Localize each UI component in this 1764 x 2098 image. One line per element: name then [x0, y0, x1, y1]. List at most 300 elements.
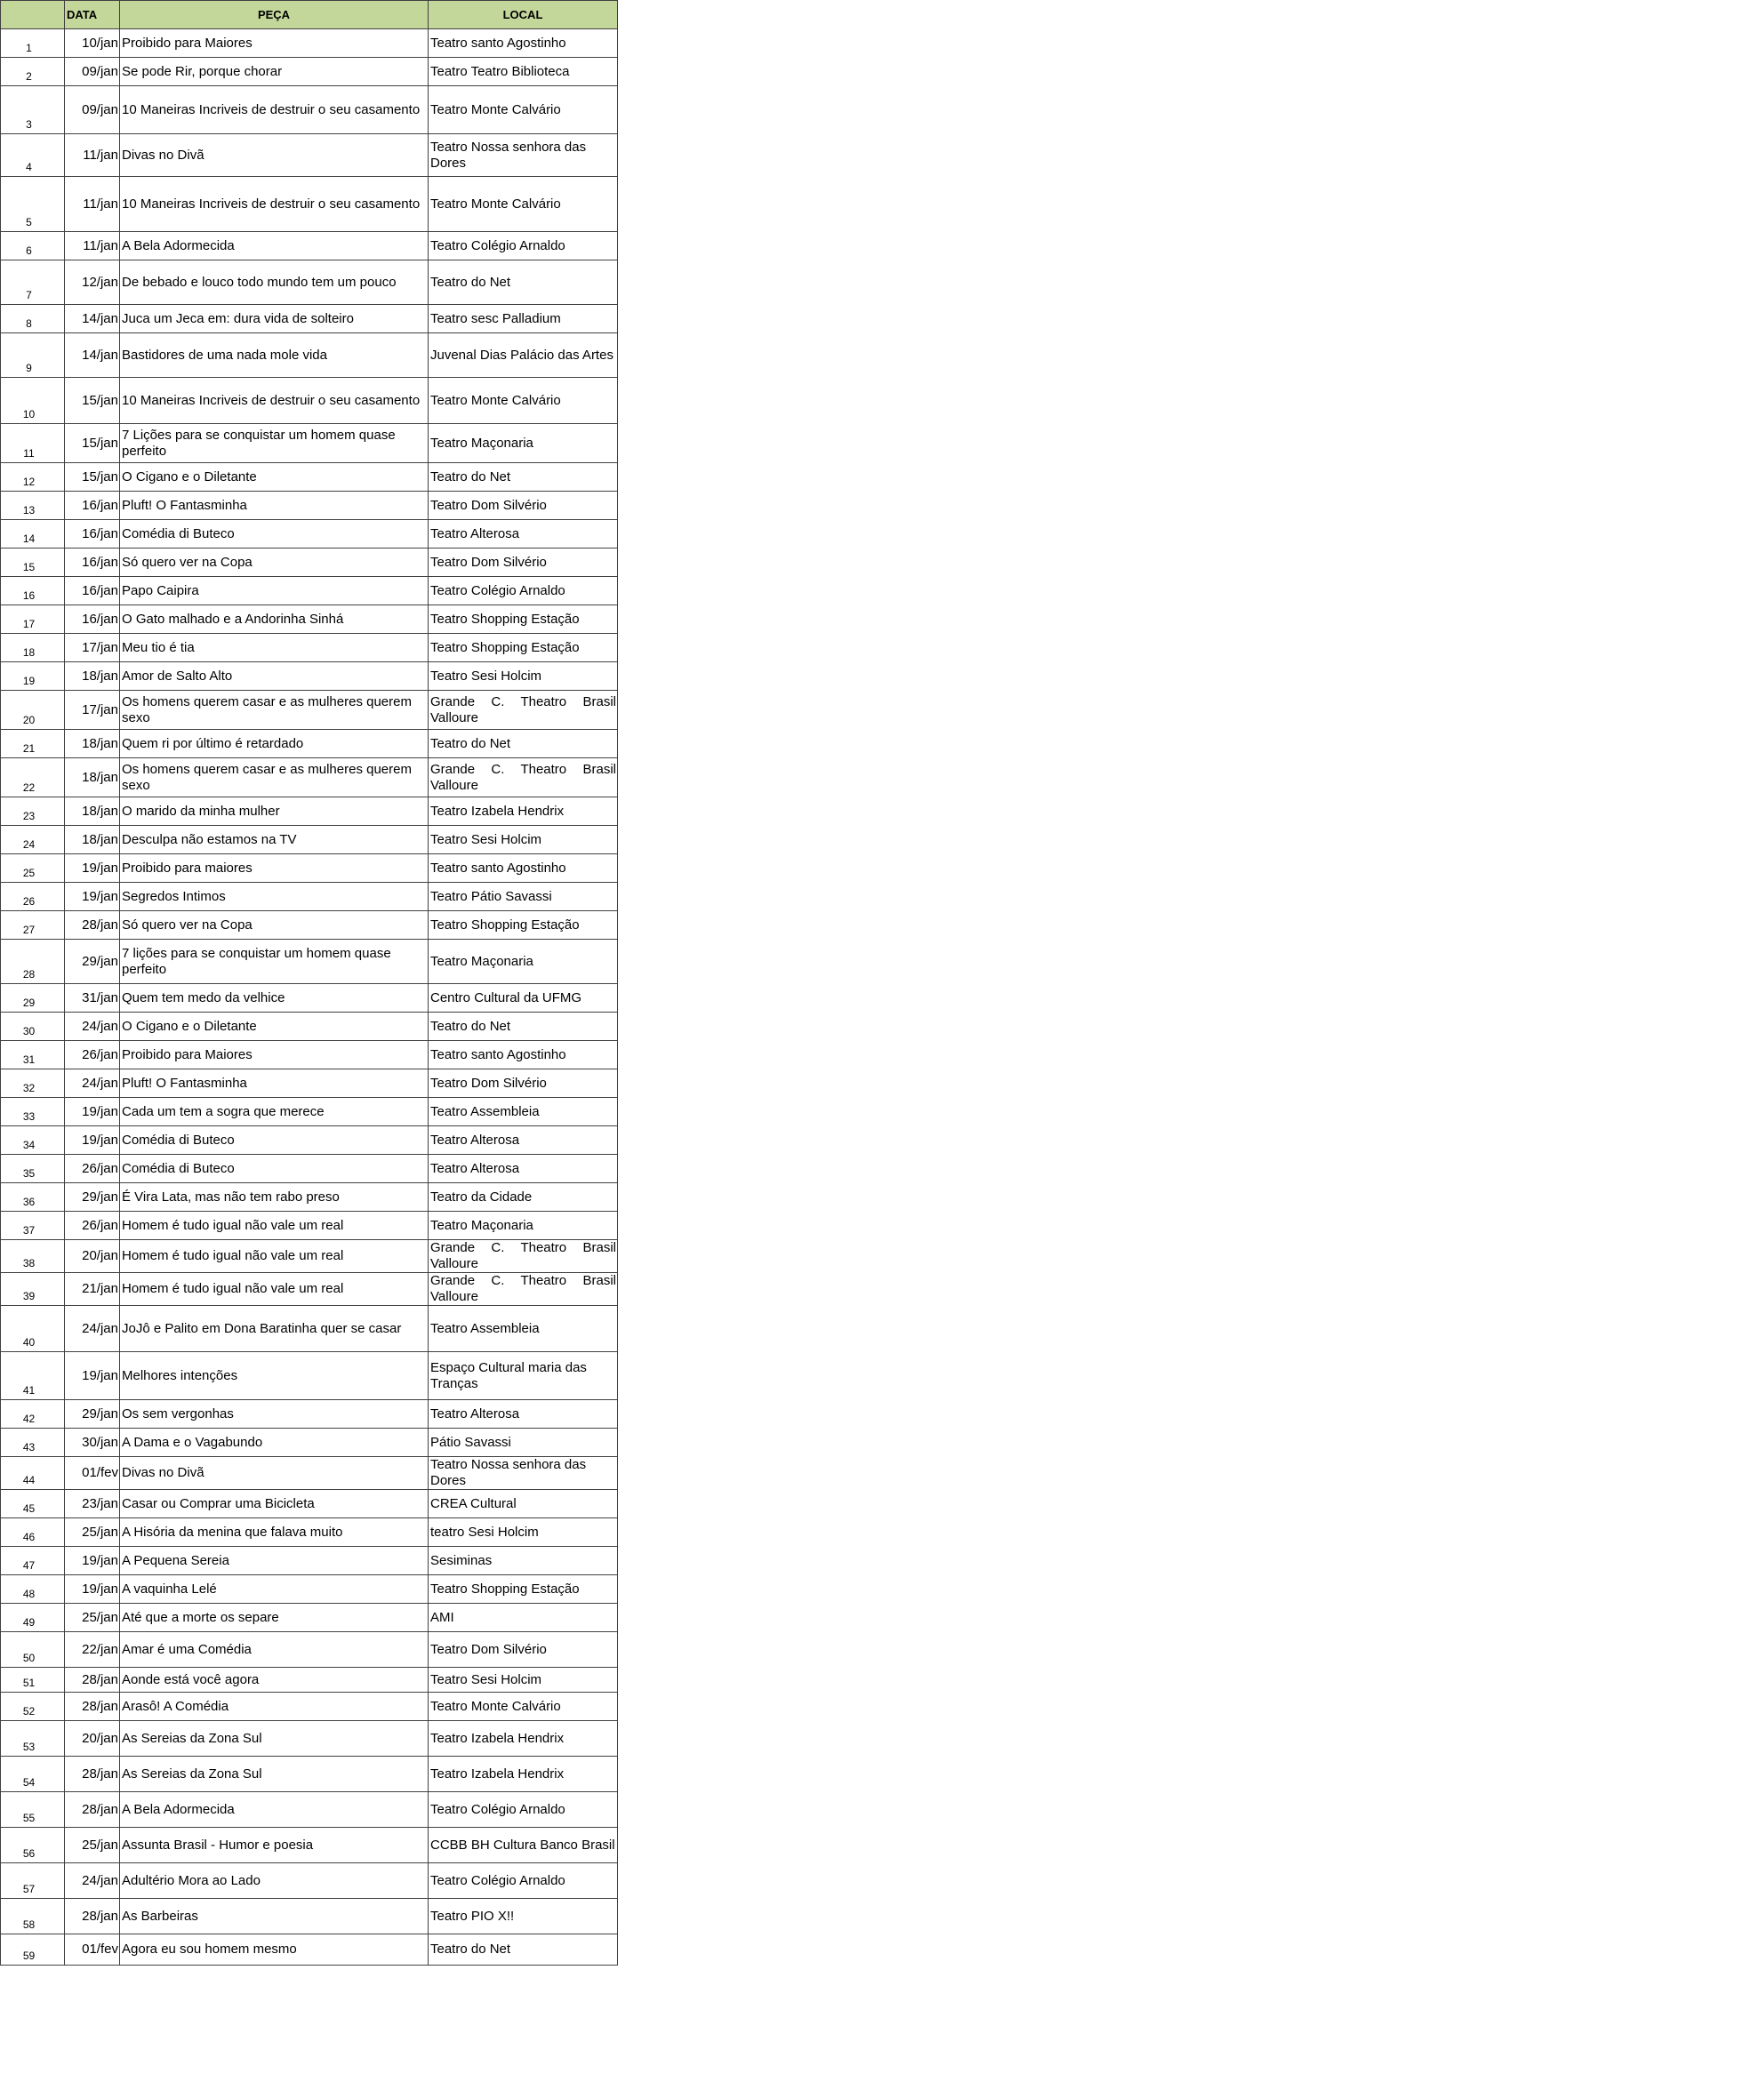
date-cell[interactable]: 28/jan [65, 1668, 120, 1693]
venue-cell[interactable]: Sesiminas [429, 1547, 618, 1575]
row-number-cell[interactable]: 43 [1, 1429, 65, 1457]
row-number-cell[interactable]: 20 [1, 691, 65, 730]
venue-cell[interactable]: Teatro Monte Calvário [429, 1693, 618, 1721]
row-number-cell[interactable]: 34 [1, 1126, 65, 1155]
date-cell[interactable]: 25/jan [65, 1604, 120, 1632]
venue-cell[interactable]: Teatro PIO X!! [429, 1899, 618, 1934]
date-cell[interactable]: 29/jan [65, 1400, 120, 1429]
header-peca[interactable]: PEÇA [120, 1, 429, 29]
row-number-cell[interactable]: 52 [1, 1693, 65, 1721]
play-title-cell[interactable]: A Pequena Sereia [120, 1547, 429, 1575]
venue-cell[interactable]: Grande C. Theatro Brasil Valloure [429, 691, 618, 730]
play-title-cell[interactable]: Comédia di Buteco [120, 1155, 429, 1183]
venue-cell[interactable]: Teatro Colégio Arnaldo [429, 1863, 618, 1899]
play-title-cell[interactable]: Divas no Divã [120, 1457, 429, 1490]
venue-cell[interactable]: Teatro Shopping Estação [429, 634, 618, 662]
table-row [1, 605, 618, 634]
venue-cell[interactable]: Teatro Shopping Estação [429, 1575, 618, 1604]
venue-cell[interactable]: Teatro Alterosa [429, 1400, 618, 1429]
date-cell[interactable]: 30/jan [65, 1429, 120, 1457]
venue-cell[interactable]: Teatro Dom Silvério [429, 549, 618, 577]
row-number-cell[interactable]: 58 [1, 1899, 65, 1934]
header-row-number[interactable] [1, 1, 65, 29]
venue-cell[interactable]: Juvenal Dias Palácio das Artes [429, 333, 618, 378]
row-number-cell[interactable]: 51 [1, 1668, 65, 1693]
table-row [1, 911, 618, 940]
table-row [1, 1273, 618, 1306]
venue-cell[interactable]: CREA Cultural [429, 1490, 618, 1518]
date-cell[interactable]: 16/jan [65, 577, 120, 605]
venue-cell[interactable]: Teatro Assembleia [429, 1098, 618, 1126]
venue-cell[interactable]: AMI [429, 1604, 618, 1632]
date-cell[interactable]: 11/jan [65, 177, 120, 232]
row-number-cell[interactable]: 5 [1, 177, 65, 232]
play-title-cell[interactable]: Homem é tudo igual não vale um real [120, 1240, 429, 1273]
venue-cell[interactable]: Teatro Maçonaria [429, 940, 618, 984]
table-row [1, 940, 618, 984]
venue-cell[interactable]: Grande C. Theatro Brasil Valloure [429, 1273, 618, 1306]
date-cell[interactable]: 17/jan [65, 634, 120, 662]
table-row [1, 1792, 618, 1828]
table-row [1, 1828, 618, 1863]
row-number-cell[interactable]: 29 [1, 984, 65, 1013]
venue-cell[interactable]: Teatro Nossa senhora das Dores [429, 1457, 618, 1490]
row-number-cell[interactable]: 36 [1, 1183, 65, 1212]
venue-cell[interactable]: Teatro Izabela Hendrix [429, 1721, 618, 1757]
date-cell[interactable]: 19/jan [65, 1098, 120, 1126]
row-number-cell[interactable]: 14 [1, 520, 65, 549]
date-cell[interactable]: 18/jan [65, 797, 120, 826]
play-title-cell[interactable]: Pluft! O Fantasminha [120, 1069, 429, 1098]
table-row [1, 1126, 618, 1155]
row-number-cell[interactable]: 30 [1, 1013, 65, 1041]
table-row [1, 1490, 618, 1518]
table-row [1, 333, 618, 378]
table-row [1, 1693, 618, 1721]
row-number-cell[interactable]: 39 [1, 1273, 65, 1306]
date-cell[interactable]: 11/jan [65, 232, 120, 260]
venue-cell[interactable]: Espaço Cultural maria das Tranças [429, 1352, 618, 1400]
row-number-cell[interactable]: 23 [1, 797, 65, 826]
table-row [1, 29, 618, 58]
play-title-cell[interactable]: De bebado e louco todo mundo tem um pouco [120, 260, 429, 305]
table-row [1, 634, 618, 662]
play-title-cell[interactable]: As Sereias da Zona Sul [120, 1757, 429, 1792]
date-cell[interactable]: 28/jan [65, 1792, 120, 1828]
play-title-cell[interactable]: Quem tem medo da velhice [120, 984, 429, 1013]
row-number-cell[interactable]: 11 [1, 424, 65, 463]
play-title-cell[interactable]: A vaquinha Lelé [120, 1575, 429, 1604]
row-number-cell[interactable]: 32 [1, 1069, 65, 1098]
venue-cell[interactable]: Teatro Izabela Hendrix [429, 797, 618, 826]
date-cell[interactable]: 26/jan [65, 1155, 120, 1183]
venue-cell[interactable]: Teatro Monte Calvário [429, 177, 618, 232]
row-number-cell[interactable]: 16 [1, 577, 65, 605]
play-title-cell[interactable]: A Dama e o Vagabundo [120, 1429, 429, 1457]
table-row [1, 424, 618, 463]
row-number-cell[interactable]: 56 [1, 1828, 65, 1863]
header-data[interactable]: DATA [65, 1, 120, 29]
play-title-cell[interactable]: Casar ou Comprar uma Bicicleta [120, 1490, 429, 1518]
venue-cell[interactable]: CCBB BH Cultura Banco Brasil [429, 1828, 618, 1863]
play-title-cell[interactable]: Divas no Divã [120, 134, 429, 177]
play-title-cell[interactable]: O marido da minha mulher [120, 797, 429, 826]
date-cell[interactable]: 25/jan [65, 1828, 120, 1863]
date-cell[interactable]: 26/jan [65, 1041, 120, 1069]
play-title-cell[interactable]: Aonde está você agora [120, 1668, 429, 1693]
play-title-cell[interactable]: Quem ri por último é retardado [120, 730, 429, 758]
play-title-cell[interactable]: Se pode Rir, porque chorar [120, 58, 429, 86]
date-cell[interactable]: 19/jan [65, 1352, 120, 1400]
play-title-cell[interactable]: Os homens querem casar e as mulheres querem sexo [120, 758, 429, 797]
row-number-cell[interactable]: 35 [1, 1155, 65, 1183]
row-number-cell[interactable]: 49 [1, 1604, 65, 1632]
play-title-cell[interactable]: Comédia di Buteco [120, 520, 429, 549]
table-row [1, 1013, 618, 1041]
venue-cell[interactable]: Teatro Colégio Arnaldo [429, 577, 618, 605]
play-title-cell[interactable]: Agora eu sou homem mesmo [120, 1934, 429, 1966]
date-cell[interactable]: 31/jan [65, 984, 120, 1013]
play-title-cell[interactable]: Proibido para maiores [120, 854, 429, 883]
date-cell[interactable]: 24/jan [65, 1306, 120, 1352]
row-number-cell[interactable]: 28 [1, 940, 65, 984]
play-title-cell[interactable]: O Gato malhado e a Andorinha Sinhá [120, 605, 429, 634]
table-row [1, 520, 618, 549]
date-cell[interactable]: 29/jan [65, 1183, 120, 1212]
row-number-cell[interactable]: 6 [1, 232, 65, 260]
play-title-cell[interactable]: Meu tio é tia [120, 634, 429, 662]
table-row [1, 826, 618, 854]
row-number-cell[interactable]: 44 [1, 1457, 65, 1490]
table-row [1, 177, 618, 232]
date-cell[interactable]: 15/jan [65, 463, 120, 492]
date-cell[interactable]: 09/jan [65, 86, 120, 134]
row-number-cell[interactable]: 46 [1, 1518, 65, 1547]
play-title-cell[interactable]: Os sem vergonhas [120, 1400, 429, 1429]
table-row [1, 1547, 618, 1575]
date-cell[interactable]: 24/jan [65, 1013, 120, 1041]
play-title-cell[interactable]: A Hisória da menina que falava muito [120, 1518, 429, 1547]
venue-cell[interactable]: Teatro do Net [429, 260, 618, 305]
venue-cell[interactable]: Teatro Colégio Arnaldo [429, 232, 618, 260]
table-row [1, 797, 618, 826]
row-number-cell[interactable]: 41 [1, 1352, 65, 1400]
table-row [1, 883, 618, 911]
venue-cell[interactable]: Teatro Alterosa [429, 1126, 618, 1155]
venue-cell[interactable]: Grande C. Theatro Brasil Valloure [429, 758, 618, 797]
table-row [1, 577, 618, 605]
play-title-cell[interactable]: Melhores intenções [120, 1352, 429, 1400]
table-row [1, 1757, 618, 1792]
play-title-cell[interactable]: Segredos Intimos [120, 883, 429, 911]
date-cell[interactable]: 16/jan [65, 605, 120, 634]
venue-cell[interactable]: Teatro Maçonaria [429, 424, 618, 463]
play-title-cell[interactable]: Juca um Jeca em: dura vida de solteiro [120, 305, 429, 333]
table-row [1, 984, 618, 1013]
play-title-cell[interactable]: A Bela Adormecida [120, 232, 429, 260]
play-title-cell[interactable]: 7 Lições para se conquistar um homem quase perfeito [120, 424, 429, 463]
row-number-cell[interactable]: 1 [1, 29, 65, 58]
play-title-cell[interactable]: As Barbeiras [120, 1899, 429, 1934]
row-number-cell[interactable]: 26 [1, 883, 65, 911]
row-number-cell[interactable]: 18 [1, 634, 65, 662]
venue-cell[interactable]: Teatro Assembleia [429, 1306, 618, 1352]
table-row [1, 86, 618, 134]
header-row [1, 1, 618, 29]
play-title-cell[interactable]: Amor de Salto Alto [120, 662, 429, 691]
play-title-cell[interactable]: JoJô e Palito em Dona Baratinha quer se casar [120, 1306, 429, 1352]
table-row [1, 1400, 618, 1429]
date-cell[interactable]: 29/jan [65, 940, 120, 984]
table-row [1, 1069, 618, 1098]
venue-cell[interactable]: Teatro Colégio Arnaldo [429, 1792, 618, 1828]
table-row [1, 134, 618, 177]
row-number-cell[interactable]: 2 [1, 58, 65, 86]
play-title-cell[interactable]: Arasô! A Comédia [120, 1693, 429, 1721]
venue-cell[interactable]: Teatro Dom Silvério [429, 492, 618, 520]
venue-cell[interactable]: Teatro santo Agostinho [429, 29, 618, 58]
date-cell[interactable]: 20/jan [65, 1240, 120, 1273]
date-cell[interactable]: 19/jan [65, 854, 120, 883]
table-row [1, 58, 618, 86]
table-row [1, 1863, 618, 1899]
row-number-cell[interactable]: 7 [1, 260, 65, 305]
table-row [1, 378, 618, 424]
table-row [1, 758, 618, 797]
row-number-cell[interactable]: 17 [1, 605, 65, 634]
venue-cell[interactable]: Teatro Alterosa [429, 520, 618, 549]
play-title-cell[interactable]: O Cigano e o Diletante [120, 463, 429, 492]
date-cell[interactable]: 16/jan [65, 492, 120, 520]
row-number-cell[interactable]: 19 [1, 662, 65, 691]
date-cell[interactable]: 18/jan [65, 758, 120, 797]
play-title-cell[interactable]: 10 Maneiras Incriveis de destruir o seu casamento [120, 378, 429, 424]
table-row [1, 549, 618, 577]
header-local[interactable]: LOCAL [429, 1, 618, 29]
date-cell[interactable]: 15/jan [65, 378, 120, 424]
date-cell[interactable]: 28/jan [65, 1899, 120, 1934]
venue-cell[interactable]: Teatro santo Agostinho [429, 1041, 618, 1069]
venue-cell[interactable]: Teatro Monte Calvário [429, 86, 618, 134]
play-title-cell[interactable]: Assunta Brasil - Humor e poesia [120, 1828, 429, 1863]
table-row [1, 1899, 618, 1934]
row-number-cell[interactable]: 4 [1, 134, 65, 177]
date-cell[interactable]: 28/jan [65, 911, 120, 940]
table-row [1, 1183, 618, 1212]
date-cell[interactable]: 01/fev [65, 1457, 120, 1490]
venue-cell[interactable]: Teatro Monte Calvário [429, 378, 618, 424]
row-number-cell[interactable]: 25 [1, 854, 65, 883]
table-row [1, 730, 618, 758]
play-title-cell[interactable]: Proibido para Maiores [120, 29, 429, 58]
play-title-cell[interactable]: 7 lições para se conquistar um homem quase perfeito [120, 940, 429, 984]
date-cell[interactable]: 23/jan [65, 1490, 120, 1518]
table-row [1, 1155, 618, 1183]
venue-cell[interactable]: Teatro do Net [429, 1013, 618, 1041]
date-cell[interactable]: 14/jan [65, 333, 120, 378]
venue-cell[interactable]: Teatro Sesi Holcim [429, 826, 618, 854]
date-cell[interactable]: 16/jan [65, 520, 120, 549]
table-row [1, 1604, 618, 1632]
spreadsheet-table [0, 0, 618, 1966]
play-title-cell[interactable]: A Bela Adormecida [120, 1792, 429, 1828]
date-cell[interactable]: 09/jan [65, 58, 120, 86]
table-row [1, 1240, 618, 1273]
date-cell[interactable]: 19/jan [65, 883, 120, 911]
table-row [1, 1212, 618, 1240]
row-number-cell[interactable]: 47 [1, 1547, 65, 1575]
date-cell[interactable]: 26/jan [65, 1212, 120, 1240]
table-row [1, 691, 618, 730]
row-number-cell[interactable]: 9 [1, 333, 65, 378]
row-number-cell[interactable]: 12 [1, 463, 65, 492]
venue-cell[interactable]: Teatro Dom Silvério [429, 1069, 618, 1098]
venue-cell[interactable]: Teatro Alterosa [429, 1155, 618, 1183]
row-number-cell[interactable]: 8 [1, 305, 65, 333]
row-number-cell[interactable]: 33 [1, 1098, 65, 1126]
row-number-cell[interactable]: 38 [1, 1240, 65, 1273]
date-cell[interactable]: 18/jan [65, 826, 120, 854]
play-title-cell[interactable]: 10 Maneiras Incriveis de destruir o seu casamento [120, 177, 429, 232]
play-title-cell[interactable]: Homem é tudo igual não vale um real [120, 1212, 429, 1240]
date-cell[interactable]: 14/jan [65, 305, 120, 333]
date-cell[interactable]: 28/jan [65, 1757, 120, 1792]
table-row [1, 854, 618, 883]
play-title-cell[interactable]: Só quero ver na Copa [120, 549, 429, 577]
play-title-cell[interactable]: Bastidores de uma nada mole vida [120, 333, 429, 378]
play-title-cell[interactable]: Os homens querem casar e as mulheres querem sexo [120, 691, 429, 730]
table-row [1, 305, 618, 333]
venue-cell[interactable]: Grande C. Theatro Brasil Valloure [429, 1240, 618, 1273]
row-number-cell[interactable]: 15 [1, 549, 65, 577]
date-cell[interactable]: 16/jan [65, 549, 120, 577]
play-title-cell[interactable]: As Sereias da Zona Sul [120, 1721, 429, 1757]
date-cell[interactable]: 25/jan [65, 1518, 120, 1547]
table-row [1, 1934, 618, 1966]
play-title-cell[interactable]: 10 Maneiras Incriveis de destruir o seu casamento [120, 86, 429, 134]
date-cell[interactable]: 20/jan [65, 1721, 120, 1757]
table-row [1, 260, 618, 305]
venue-cell[interactable]: Teatro sesc Palladium [429, 305, 618, 333]
venue-cell[interactable]: Teatro do Net [429, 1934, 618, 1966]
row-number-cell[interactable]: 57 [1, 1863, 65, 1899]
venue-cell[interactable]: Teatro Shopping Estação [429, 605, 618, 634]
venue-cell[interactable]: Teatro Sesi Holcim [429, 662, 618, 691]
table-row [1, 1518, 618, 1547]
row-number-cell[interactable]: 55 [1, 1792, 65, 1828]
play-title-cell[interactable]: Cada um tem a sogra que merece [120, 1098, 429, 1126]
row-number-cell[interactable]: 40 [1, 1306, 65, 1352]
row-number-cell[interactable]: 27 [1, 911, 65, 940]
venue-cell[interactable]: Teatro Maçonaria [429, 1212, 618, 1240]
date-cell[interactable]: 15/jan [65, 424, 120, 463]
row-number-cell[interactable]: 21 [1, 730, 65, 758]
venue-cell[interactable]: Teatro Dom Silvério [429, 1632, 618, 1668]
date-cell[interactable]: 17/jan [65, 691, 120, 730]
play-title-cell[interactable]: Proibido para Maiores [120, 1041, 429, 1069]
date-cell[interactable]: 21/jan [65, 1273, 120, 1306]
play-title-cell[interactable]: O Cigano e o Diletante [120, 1013, 429, 1041]
row-number-cell[interactable]: 53 [1, 1721, 65, 1757]
table-row [1, 1306, 618, 1352]
date-cell[interactable]: 24/jan [65, 1863, 120, 1899]
play-title-cell[interactable]: Amar é uma Comédia [120, 1632, 429, 1668]
table-row [1, 1041, 618, 1069]
row-number-cell[interactable]: 48 [1, 1575, 65, 1604]
play-title-cell[interactable]: Adultério Mora ao Lado [120, 1863, 429, 1899]
table-row [1, 1352, 618, 1400]
row-number-cell[interactable]: 22 [1, 758, 65, 797]
venue-cell[interactable]: Teatro santo Agostinho [429, 854, 618, 883]
play-title-cell[interactable]: Pluft! O Fantasminha [120, 492, 429, 520]
table-row [1, 463, 618, 492]
play-title-cell[interactable]: Papo Caipira [120, 577, 429, 605]
venue-cell[interactable]: Teatro Nossa senhora das Dores [429, 134, 618, 177]
play-title-cell[interactable]: Desculpa não estamos na TV [120, 826, 429, 854]
row-number-cell[interactable]: 24 [1, 826, 65, 854]
venue-cell[interactable]: Teatro da Cidade [429, 1183, 618, 1212]
play-title-cell[interactable]: Comédia di Buteco [120, 1126, 429, 1155]
venue-cell[interactable]: Teatro Teatro Biblioteca [429, 58, 618, 86]
date-cell[interactable]: 22/jan [65, 1632, 120, 1668]
date-cell[interactable]: 12/jan [65, 260, 120, 305]
play-title-cell[interactable]: É Vira Lata, mas não tem rabo preso [120, 1183, 429, 1212]
table-row [1, 662, 618, 691]
table-row [1, 1457, 618, 1490]
row-number-cell[interactable]: 42 [1, 1400, 65, 1429]
row-number-cell[interactable]: 3 [1, 86, 65, 134]
row-number-cell[interactable]: 59 [1, 1934, 65, 1966]
date-cell[interactable]: 18/jan [65, 730, 120, 758]
date-cell[interactable]: 18/jan [65, 662, 120, 691]
row-number-cell[interactable]: 54 [1, 1757, 65, 1792]
row-number-cell[interactable]: 45 [1, 1490, 65, 1518]
date-cell[interactable]: 19/jan [65, 1575, 120, 1604]
row-number-cell[interactable]: 31 [1, 1041, 65, 1069]
table-row [1, 1721, 618, 1757]
venue-cell[interactable]: Teatro Sesi Holcim [429, 1668, 618, 1693]
venue-cell[interactable]: Pátio Savassi [429, 1429, 618, 1457]
venue-cell[interactable]: Teatro do Net [429, 730, 618, 758]
play-title-cell[interactable]: Até que a morte os separe [120, 1604, 429, 1632]
row-number-cell[interactable]: 10 [1, 378, 65, 424]
venue-cell[interactable]: Teatro Pátio Savassi [429, 883, 618, 911]
date-cell[interactable]: 11/jan [65, 134, 120, 177]
table-row [1, 1098, 618, 1126]
venue-cell[interactable]: teatro Sesi Holcim [429, 1518, 618, 1547]
date-cell[interactable]: 19/jan [65, 1126, 120, 1155]
table-row [1, 1429, 618, 1457]
venue-cell[interactable]: Teatro do Net [429, 463, 618, 492]
row-number-cell[interactable]: 50 [1, 1632, 65, 1668]
venue-cell[interactable]: Centro Cultural da UFMG [429, 984, 618, 1013]
row-number-cell[interactable]: 37 [1, 1212, 65, 1240]
date-cell[interactable]: 19/jan [65, 1547, 120, 1575]
table-row [1, 232, 618, 260]
table-row [1, 1632, 618, 1668]
date-cell[interactable]: 24/jan [65, 1069, 120, 1098]
date-cell[interactable]: 01/fev [65, 1934, 120, 1966]
date-cell[interactable]: 28/jan [65, 1693, 120, 1721]
venue-cell[interactable]: Teatro Shopping Estação [429, 911, 618, 940]
row-number-cell[interactable]: 13 [1, 492, 65, 520]
venue-cell[interactable]: Teatro Izabela Hendrix [429, 1757, 618, 1792]
table-row [1, 492, 618, 520]
play-title-cell[interactable]: Só quero ver na Copa [120, 911, 429, 940]
table-row [1, 1575, 618, 1604]
date-cell[interactable]: 10/jan [65, 29, 120, 58]
play-title-cell[interactable]: Homem é tudo igual não vale um real [120, 1273, 429, 1306]
